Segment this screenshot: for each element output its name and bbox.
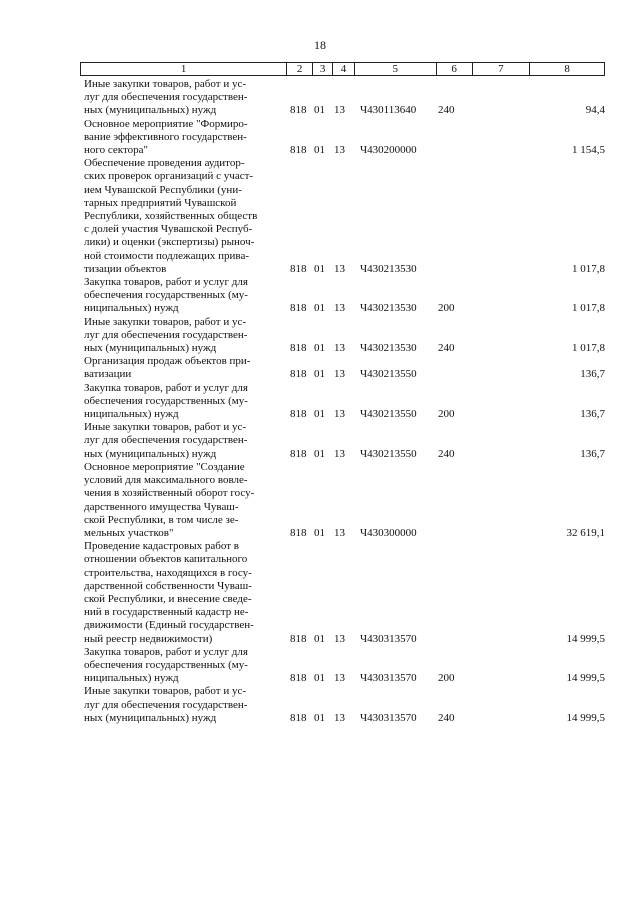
row-name: Организация продаж объектов при- ватизации [84, 355, 251, 381]
column-header: 7 [473, 63, 531, 75]
row-name: Основное мероприятие "Формиро- вание эффективного государствен- ного сектора" [84, 117, 248, 157]
row-code-admin: 818 [290, 447, 307, 460]
column-header: 5 [355, 63, 437, 75]
row-amount: 1 017,8 [572, 302, 605, 315]
row-code-admin: 818 [290, 302, 307, 315]
row-name: Иные закупки товаров, работ и ус- луг для обеспечения государствен- ных (муниципальных) нужд [84, 315, 248, 355]
row-name: Иные закупки товаров, работ и ус- луг для обеспечения государствен- ных (муниципальных) нужд [84, 685, 248, 724]
column-header: 1 [81, 63, 287, 75]
row-subsection: 13 [334, 262, 345, 275]
row-target-article: Ч430313570 [360, 672, 417, 685]
row-section: 01 [314, 632, 325, 645]
row-amount: 14 999,5 [566, 632, 605, 645]
row-target-article: Ч430313570 [360, 711, 417, 724]
column-header: 8 [564, 63, 570, 75]
row-name: Закупка товаров, работ и услуг для обеспечения государственных (му- ниципальных) нужд [84, 276, 248, 315]
table-row [84, 276, 605, 316]
row-expense-type: 240 [438, 447, 455, 460]
row-amount: 1 154,5 [572, 144, 605, 157]
row-name: Основное мероприятие "Создание условий для максимального вовле- чения в хозяйственный оборот госу- дарственного имущества Чуваш- ской Республики, в том числе зе- мельных участков" [84, 460, 255, 539]
row-section: 01 [314, 408, 325, 421]
row-target-article: Ч430213550 [360, 408, 417, 421]
row-subsection: 13 [334, 711, 345, 724]
row-amount: 32 619,1 [566, 526, 605, 539]
row-amount: 14 999,5 [566, 711, 605, 724]
column-header: 4 [333, 63, 355, 75]
row-subsection: 13 [334, 672, 345, 685]
row-target-article: Ч430200000 [360, 144, 417, 157]
row-expense-type: 200 [438, 408, 455, 421]
row-section: 01 [314, 447, 325, 460]
row-code-admin: 818 [290, 526, 307, 539]
row-subsection: 13 [334, 342, 345, 355]
table-row [84, 118, 605, 158]
row-amount: 94,4 [585, 104, 605, 117]
row-subsection: 13 [334, 302, 345, 315]
table-row [84, 685, 605, 725]
row-section: 01 [314, 672, 325, 685]
row-name: Проведение кадастровых работ в отношении объектов капитального строительства, находящихся в госу- дарственной собственности Чуваш- ской Республики, и внесение сведе- ний в государственный кадастр не- движимости (Единый государствен- ный реестр недвижимости) [84, 540, 254, 645]
row-amount: 1 017,8 [572, 342, 605, 355]
row-amount: 136,7 [580, 368, 605, 381]
row-section: 01 [314, 368, 325, 381]
table-header [80, 62, 605, 76]
row-section: 01 [314, 144, 325, 157]
row-subsection: 13 [334, 144, 345, 157]
table-row [84, 157, 605, 276]
row-target-article: Ч430113640 [360, 104, 417, 117]
row-section: 01 [314, 526, 325, 539]
column-header: 3 [313, 63, 333, 75]
row-expense-type: 240 [438, 342, 455, 355]
row-code-admin: 818 [290, 408, 307, 421]
row-code-admin: 818 [290, 368, 307, 381]
column-header: 6 [437, 63, 473, 75]
row-name: Закупка товаров, работ и услуг для обеспечения государственных (му- ниципальных) нужд [84, 381, 248, 421]
row-section: 01 [314, 711, 325, 724]
row-code-admin: 818 [290, 104, 307, 117]
row-name: Иные закупки товаров, работ и ус- луг для обеспечения государствен- ных (муниципальных) нужд [84, 421, 248, 460]
table-row [84, 461, 605, 540]
row-code-admin: 818 [290, 672, 307, 685]
row-subsection: 13 [334, 447, 345, 460]
row-subsection: 13 [334, 408, 345, 421]
column-header: 2 [287, 63, 313, 75]
row-amount: 1 017,8 [572, 262, 605, 275]
row-section: 01 [314, 262, 325, 275]
row-section: 01 [314, 104, 325, 117]
table-row [84, 316, 605, 356]
row-target-article: Ч430213530 [360, 262, 417, 275]
table-row [84, 355, 605, 381]
table-row [84, 540, 605, 646]
row-subsection: 13 [334, 526, 345, 539]
row-section: 01 [314, 342, 325, 355]
row-target-article: Ч430300000 [360, 526, 417, 539]
table-row [84, 382, 605, 422]
page-number: 18 [314, 38, 326, 52]
row-code-admin: 818 [290, 342, 307, 355]
row-name: Закупка товаров, работ и услуг для обеспечения государственных (му- ниципальных) нужд [84, 645, 248, 685]
row-target-article: Ч430213530 [360, 342, 417, 355]
row-code-admin: 818 [290, 262, 307, 275]
row-expense-type: 200 [438, 302, 455, 315]
row-section: 01 [314, 302, 325, 315]
row-name: Обеспечение проведения аудитор- ских проверок организаций с участ- ием Чувашской Республики (уни- тарных предприятий Чувашской Республики, хозяйственных обществ с долей участия Чувашской Респуб- лики) и оценки (экспертизы) рыноч- ной стоимости подлежащих прива- тизации объектов [84, 157, 258, 275]
row-code-admin: 818 [290, 632, 307, 645]
table-row [84, 646, 605, 686]
row-amount: 136,7 [580, 408, 605, 421]
row-amount: 14 999,5 [566, 672, 605, 685]
row-subsection: 13 [334, 368, 345, 381]
row-name: Иные закупки товаров, работ и ус- луг для обеспечения государствен- ных (муниципальных) нужд [84, 78, 248, 117]
row-subsection: 13 [334, 104, 345, 117]
row-subsection: 13 [334, 632, 345, 645]
table-row [84, 421, 605, 461]
table-body [84, 78, 605, 725]
row-expense-type: 240 [438, 711, 455, 724]
row-target-article: Ч430213550 [360, 368, 417, 381]
row-expense-type: 200 [438, 672, 455, 685]
row-code-admin: 818 [290, 711, 307, 724]
row-amount: 136,7 [580, 447, 605, 460]
row-target-article: Ч430213530 [360, 302, 417, 315]
row-target-article: Ч430313570 [360, 632, 417, 645]
row-expense-type: 240 [438, 104, 455, 117]
row-target-article: Ч430213550 [360, 447, 417, 460]
row-code-admin: 818 [290, 144, 307, 157]
table-row [84, 78, 605, 118]
